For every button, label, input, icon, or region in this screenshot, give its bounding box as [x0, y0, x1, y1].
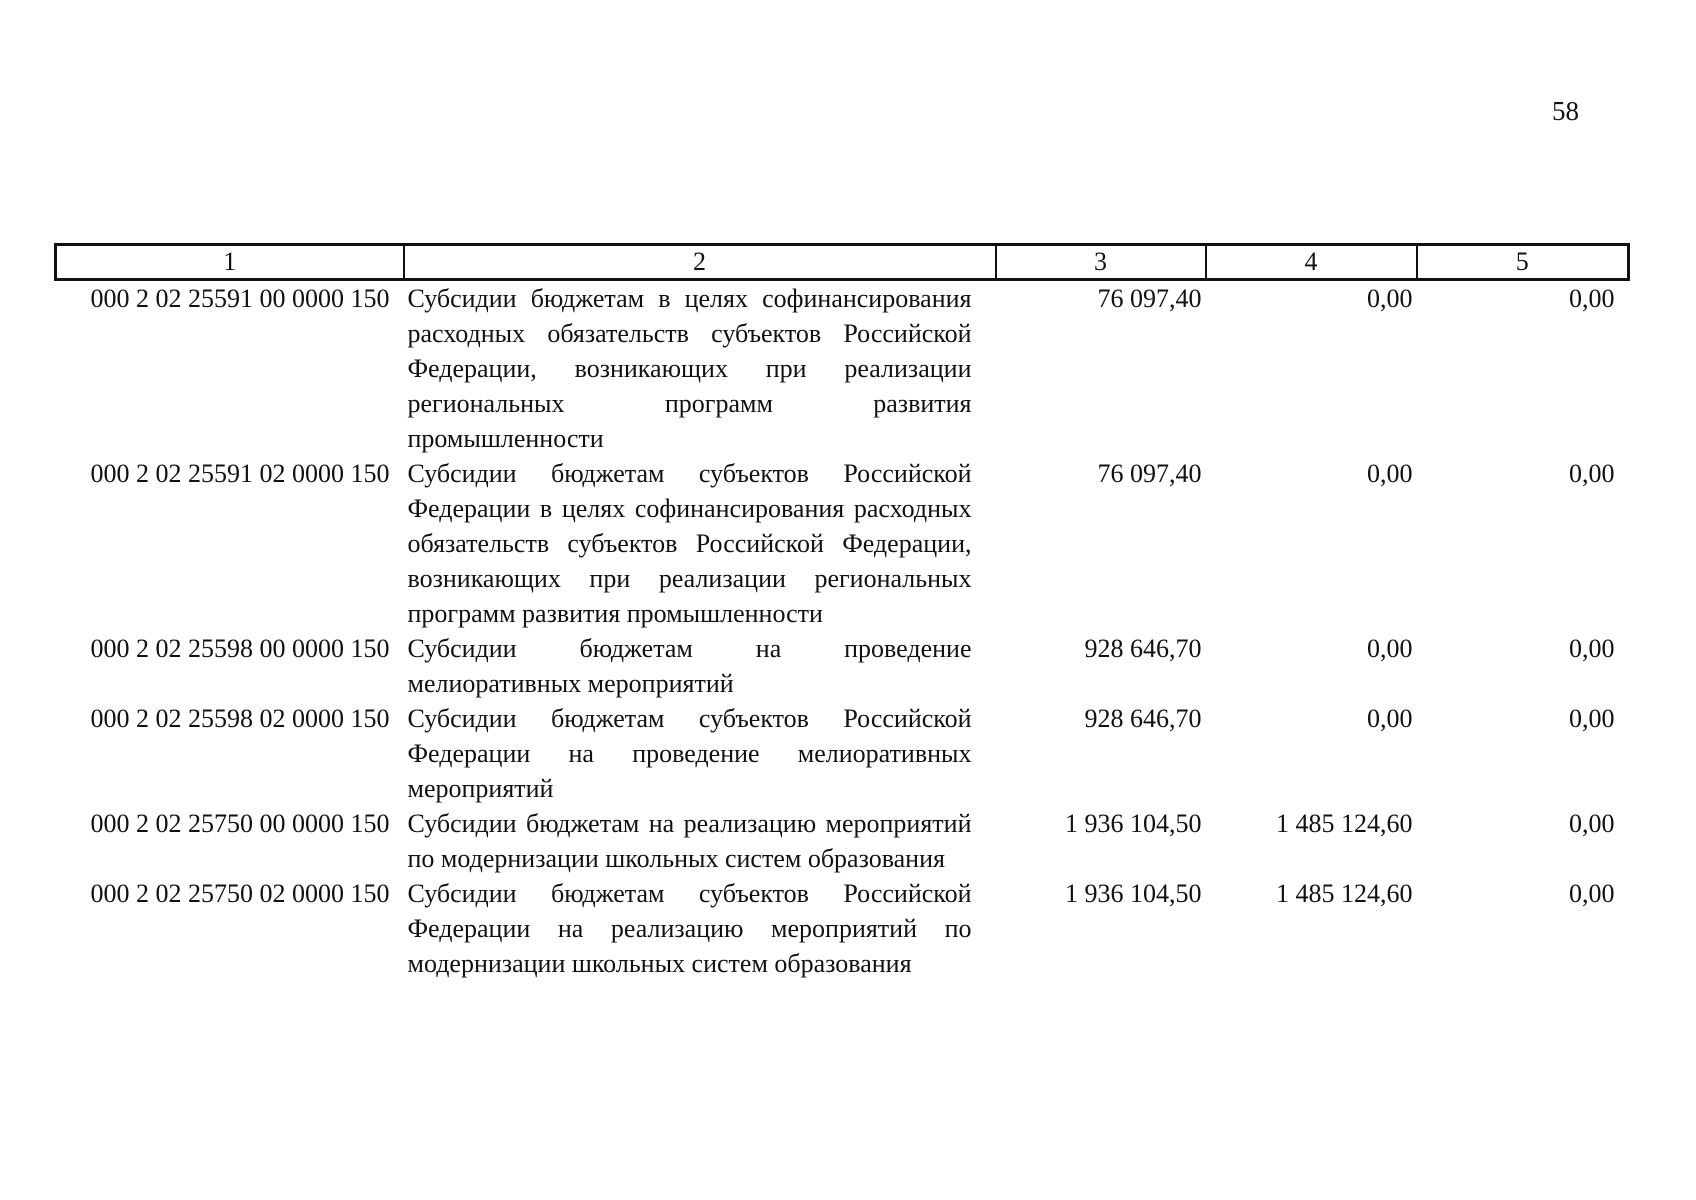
table-row [56, 876, 1629, 981]
amount-col-4: 1 485 124,60 [1276, 879, 1413, 908]
table-header [56, 245, 1629, 280]
budget-code: 000 2 02 25750 00 0000 150 [90, 809, 390, 838]
amount-col-4: 0,00 [1367, 284, 1413, 313]
budget-code: 000 2 02 25598 02 0000 150 [90, 704, 390, 733]
header-col-4: 4 [1206, 245, 1417, 280]
budget-name: Субсидии бюджетам субъектов Российской Федерации в целях софинансирования расходных обязательств субъектов Российской Федерации, возникающих при реализации региональных программ развития промышленности [407, 459, 972, 628]
table-row [56, 701, 1629, 806]
table-row [56, 280, 1629, 457]
amount-col-4: 0,00 [1367, 704, 1413, 733]
amount-col-3: 928 646,70 [1084, 634, 1202, 663]
amount-col-3: 76 097,40 [1097, 284, 1202, 313]
budget-name: Субсидии бюджетам на реализацию мероприятий по модернизации школьных систем образования [407, 809, 972, 873]
header-col-2: 2 [404, 245, 996, 280]
header-col-3: 3 [996, 245, 1206, 280]
table-body [56, 280, 1629, 982]
amount-col-4: 0,00 [1367, 459, 1413, 488]
amount-col-5: 0,00 [1569, 459, 1615, 488]
budget-code: 000 2 02 25591 02 0000 150 [90, 459, 390, 488]
budget-name: Субсидии бюджетам субъектов Российской Федерации на реализацию мероприятий по модернизации школьных систем образования [407, 879, 972, 978]
header-col-1: 1 [56, 245, 404, 280]
budget-code: 000 2 02 25598 00 0000 150 [90, 634, 390, 663]
amount-col-3: 76 097,40 [1097, 459, 1202, 488]
budget-code: 000 2 02 25750 02 0000 150 [90, 879, 390, 908]
amount-col-4: 0,00 [1367, 634, 1413, 663]
amount-col-5: 0,00 [1569, 879, 1615, 908]
header-row [56, 245, 1629, 280]
amount-col-5: 0,00 [1569, 704, 1615, 733]
amount-col-3: 1 936 104,50 [1065, 879, 1202, 908]
amount-col-3: 1 936 104,50 [1065, 809, 1202, 838]
table-row [56, 631, 1629, 701]
page-number: 58 [1552, 96, 1579, 126]
amount-col-5: 0,00 [1569, 809, 1615, 838]
amount-col-5: 0,00 [1569, 284, 1615, 313]
amount-col-3: 928 646,70 [1084, 704, 1202, 733]
table-row [56, 456, 1629, 631]
budget-name: Субсидии бюджетам субъектов Российской Федерации на проведение мелиоративных мероприятий [407, 704, 972, 803]
amount-col-5: 0,00 [1569, 634, 1615, 663]
budget-table [54, 243, 1630, 981]
budget-code: 000 2 02 25591 00 0000 150 [90, 284, 390, 313]
budget-name: Субсидии бюджетам на проведение мелиоративных мероприятий [407, 634, 972, 698]
table-row [56, 806, 1629, 876]
header-col-5: 5 [1417, 245, 1629, 280]
amount-col-4: 1 485 124,60 [1276, 809, 1413, 838]
budget-name: Субсидии бюджетам в целях софинансирования расходных обязательств субъектов Российской Федерации, возникающих при реализации региональных программ развития промышленности [407, 284, 972, 453]
